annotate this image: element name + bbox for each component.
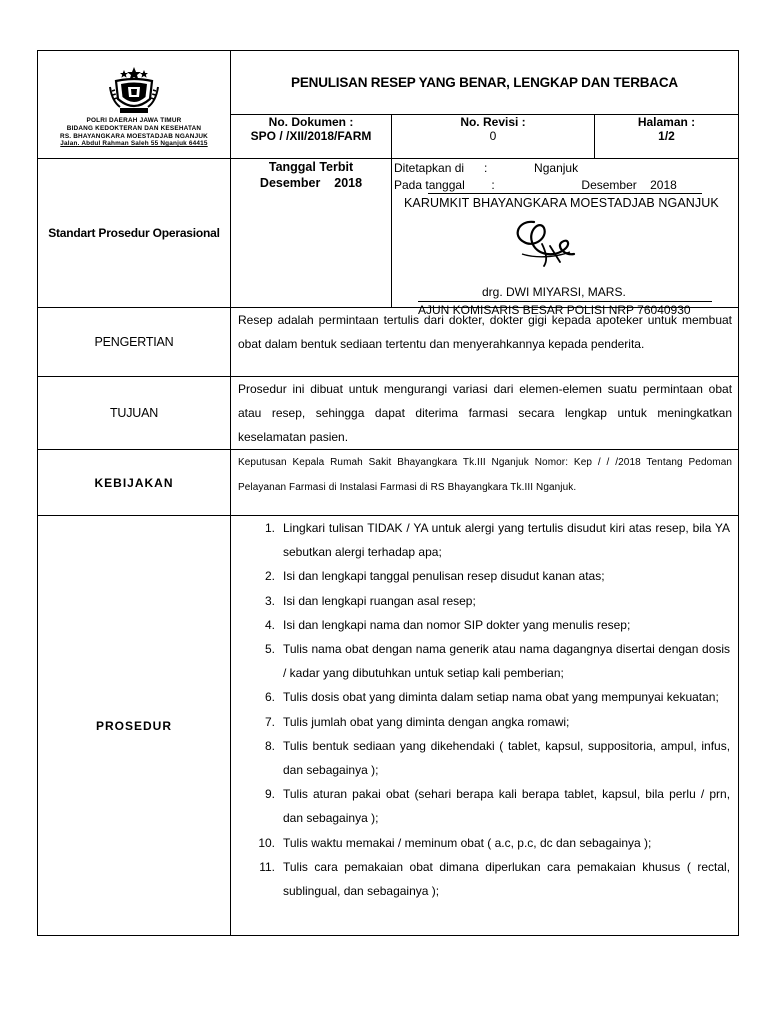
revision-cell xyxy=(392,115,595,159)
procedure-step-text: Lingkari tulisan TIDAK / YA untuk alergi yang tertulis disudut kiri atas resep, bila YA sebutkan alergi terhadap apa; xyxy=(283,521,731,560)
page-value: 1/2 xyxy=(658,129,675,143)
date-underline xyxy=(428,193,702,194)
procedure-step-number: 5. xyxy=(264,642,275,657)
procedure-step-text: Tulis jumlah obat yang diminta dengan angka romawi; xyxy=(283,714,570,729)
procedure-step-text: Isi dan lengkapi nama dan nomor SIP dokter yang menulis resep; xyxy=(283,617,631,632)
policy-label: KEBIJAKAN xyxy=(38,450,231,516)
procedure-label: PROSEDUR xyxy=(38,516,231,936)
procedure-step-number: 3. xyxy=(264,593,275,608)
approval-cell xyxy=(392,159,739,317)
policy-text: Keputusan Kepala Rumah Sakit Bhayangkara Tk.III Nganjuk Nomor: Kep / / /2018 Tentang Pedoman Pelayanan Farmasi di Instalasi Farmasi di RS Bhayangkara Tk.III Nganjuk. xyxy=(231,450,739,516)
procedure-step-text: Tulis dosis obat yang diminta dalam setiap nama obat yang mempunyai kekuatan; xyxy=(283,690,719,705)
procedure-step-text: Tulis bentuk sediaan yang dikehendaki ( tablet, kapsul, suppositoria, ampul, infus, dan sebagainya ); xyxy=(283,738,731,778)
procedure-step xyxy=(231,685,730,709)
set-date: Pada tanggal : Desember 2018 xyxy=(394,178,677,192)
issue-date-label: Tanggal Terbit xyxy=(268,160,354,174)
polri-emblem-icon xyxy=(106,65,162,115)
page-cell xyxy=(595,115,739,159)
revision-value: 0 xyxy=(489,129,497,143)
procedure-step-text: Tulis aturan pakai obat (sehari berapa kali berapa tablet, kapsul, bila perlu / prn, dan sebagainya ); xyxy=(283,787,731,826)
purpose-label: TUJUAN xyxy=(38,377,231,450)
org-line-3: RS. BHAYANGKARA MOESTADJAB NGANJUK xyxy=(60,132,208,140)
document-title: PENULISAN RESEP YANG BENAR, LENGKAP DAN TERBACA xyxy=(231,51,739,115)
signature-icon xyxy=(504,212,584,272)
approver-rank: AJUN KOMISARIS BESAR POLISI NRP 76040930 xyxy=(418,303,691,317)
procedure-step-text: Tulis nama obat dengan nama generik atau nama dagangnya disertai dengan dosis / kadar yang dibutuhkan untuk setiap kali pemberian; xyxy=(283,642,731,681)
procedure-step-number: 2. xyxy=(264,569,275,584)
procedure-step-number: 9. xyxy=(264,787,275,802)
org-line-2: BIDANG KEDOKTERAN DAN KESEHATAN xyxy=(66,124,202,132)
definition-label: PENGERTIAN xyxy=(38,308,231,377)
procedure-step-number: 6. xyxy=(264,690,275,705)
procedure-step-number: 1. xyxy=(264,521,275,535)
procedure-step-number: 8. xyxy=(264,738,275,753)
procedure-step xyxy=(231,516,730,564)
procedure-step-text: Isi dan lengkapi ruangan asal resep; xyxy=(283,593,476,608)
logo-cell xyxy=(38,51,231,159)
procedure-step-number: 7. xyxy=(264,714,275,729)
definition-text: Resep adalah permintaan tertulis dari dokter, dokter gigi kepada apoteker untuk membuat obat dalam bentuk sediaan tertentu dan menyerahkannya kepada penderita. xyxy=(231,308,739,377)
doc-number-cell xyxy=(231,115,392,159)
issue-date-cell xyxy=(231,159,392,308)
procedure-step xyxy=(231,564,730,588)
spo-document-table xyxy=(37,50,739,936)
procedure-step-number: 11. xyxy=(259,859,275,874)
procedure-step-text: Tulis cara pemakaian obat dimana diperlukan cara pemakaian khusus ( rectal, sublingual, dan sebagainya ); xyxy=(283,859,731,899)
spo-label: Standart Prosedur Operasional xyxy=(38,159,231,308)
procedure-step xyxy=(231,831,730,855)
set-at: Ditetapkan di : Nganjuk xyxy=(394,161,579,175)
procedure-step-number: 10. xyxy=(258,835,275,850)
procedure-cell xyxy=(231,516,739,936)
page-label: Halaman : xyxy=(637,115,696,129)
issue-date-value: Desember 2018 xyxy=(259,176,363,190)
doc-number-label: No. Dokumen : xyxy=(268,115,354,129)
procedure-list xyxy=(231,516,738,903)
approver-title: KARUMKIT BHAYANGKARA MOESTADJAB NGANJUK xyxy=(404,196,719,210)
approver-name: drg. DWI MIYARSI, MARS. xyxy=(482,285,626,299)
procedure-step xyxy=(231,589,730,613)
procedure-step xyxy=(231,637,730,685)
procedure-step-text: Isi dan lengkapi tanggal penulisan resep disudut kanan atas; xyxy=(283,569,605,584)
procedure-step xyxy=(231,855,730,903)
doc-number-value: SPO / /XII/2018/FARM xyxy=(250,129,372,143)
procedure-step xyxy=(231,613,730,637)
procedure-step xyxy=(231,734,730,782)
org-identity xyxy=(38,117,230,147)
org-address: Jalan. Abdul Rahman Saleh 55 Nganjuk 64415 xyxy=(60,140,208,148)
procedure-step xyxy=(231,710,730,734)
revision-label: No. Revisi : xyxy=(460,115,526,129)
procedure-step xyxy=(231,782,730,830)
name-underline xyxy=(418,301,712,302)
purpose-text: Prosedur ini dibuat untuk mengurangi variasi dari elemen-elemen suatu permintaan obat atau resep, sehingga dapat diterima farmasi secara lengkap untuk meningkatkan keselamatan pasien. xyxy=(231,377,739,450)
org-line-1: POLRI DAERAH JAWA TIMUR xyxy=(86,117,182,125)
procedure-step-text: Tulis waktu memakai / meminum obat ( a.c, p.c, dc dan sebagainya ); xyxy=(283,835,652,850)
procedure-step-number: 4. xyxy=(264,617,275,632)
